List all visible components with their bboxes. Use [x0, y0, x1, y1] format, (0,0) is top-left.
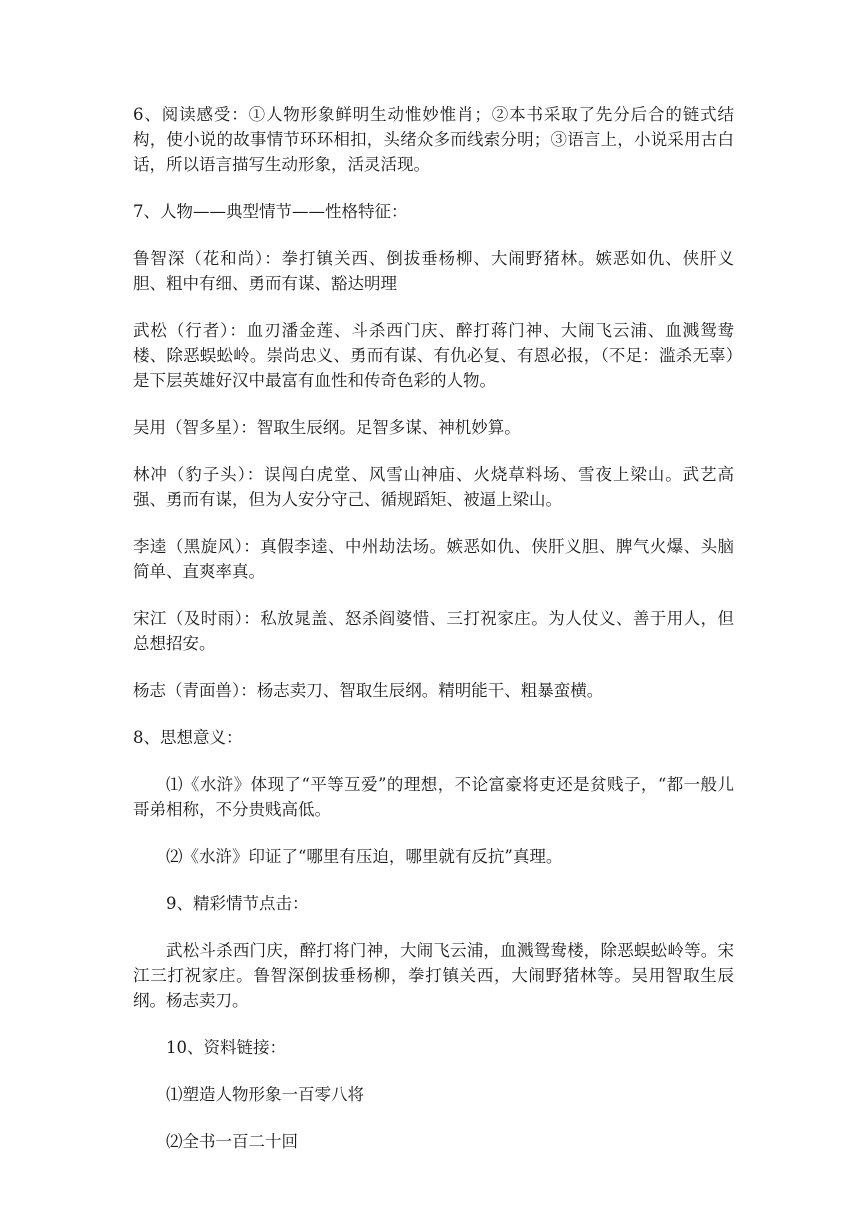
section-10-heading: 10、资料链接： [166, 1038, 286, 1057]
character-lin-chong: 林冲（豹子头）：误闯白虎堂、风雪山神庙、火烧草料场、雪夜上梁山。武艺高强、勇而有谋，但为人安分守己、循规蹈矩、被逼上梁山。 [133, 465, 734, 509]
section-8-item-1: ⑴《水浒》体现了“平等互爱”的理想，不论富豪将吏还是贫贱子，“都一般儿哥弟相称，不分贵贱高低。 [133, 775, 734, 819]
section-10-item-2: ⑵全书一百二十回 [166, 1132, 298, 1151]
section-6-reading-impression: 6、阅读感受：①人物形象鲜明生动惟妙惟肖；②本书采取了先分后合的链式结构，使小说的故事情节环环相扣，头绪众多而线索分明；③语言上，小说采用古白话，所以语言描写生动形象，活灵活现。 [133, 105, 734, 174]
character-lu-zhishen: 鲁智深（花和尚）：拳打镇关西、倒拔垂杨柳、大闹野猪林。嫉恶如仇、侠肝义胆、粗中有细、勇而有谋、豁达明理 [133, 249, 734, 293]
section-7-heading: 7、人物——典型情节——性格特征： [133, 202, 408, 221]
section-9-heading: 9、精彩情节点击： [166, 894, 309, 913]
character-li-kui: 李逵（黑旋风）：真假李逵、中州劫法场。嫉恶如仇、侠肝义胆、脾气火爆、头脑简单、直爽率真。 [133, 537, 734, 581]
section-8-heading: 8、思想意义： [133, 728, 243, 747]
character-wu-song: 武松（行者）：血刃潘金莲、斗杀西门庆、醉打蒋门神、大闹飞云浦、血溅鸳鸯楼、除恶蜈蚣岭。崇尚忠义、勇而有谋、有仇必复、有恩必报，（不足：滥杀无辜）是下层英雄好汉中最富有血性和传奇色彩的人物。 [133, 321, 734, 390]
section-9-body: 武松斗杀西门庆，醉打将门神，大闹飞云浦，血溅鸳鸯楼，除恶蜈蚣岭等。宋江三打祝家庄。鲁智深倒拔垂杨柳，拳打镇关西，大闹野猪林等。吴用智取生辰纲。杨志卖刀。 [133, 941, 734, 1010]
character-yang-zhi: 杨志（青面兽）：杨志卖刀、智取生辰纲。精明能干、粗暴蛮横。 [133, 681, 604, 700]
section-10-item-1: ⑴塑造人物形象一百零八将 [166, 1085, 364, 1104]
character-song-jiang: 宋江（及时雨）：私放晁盖、怒杀阎婆惜、三打祝家庄。为人仗义、善于用人，但总想招安。 [133, 609, 734, 653]
character-wu-yong: 吴用（智多星）：智取生辰纲。足智多谋、神机妙算。 [133, 418, 521, 437]
section-8-item-2: ⑵《水浒》印证了“哪里有压迫，哪里就有反抗”真理。 [166, 847, 563, 866]
